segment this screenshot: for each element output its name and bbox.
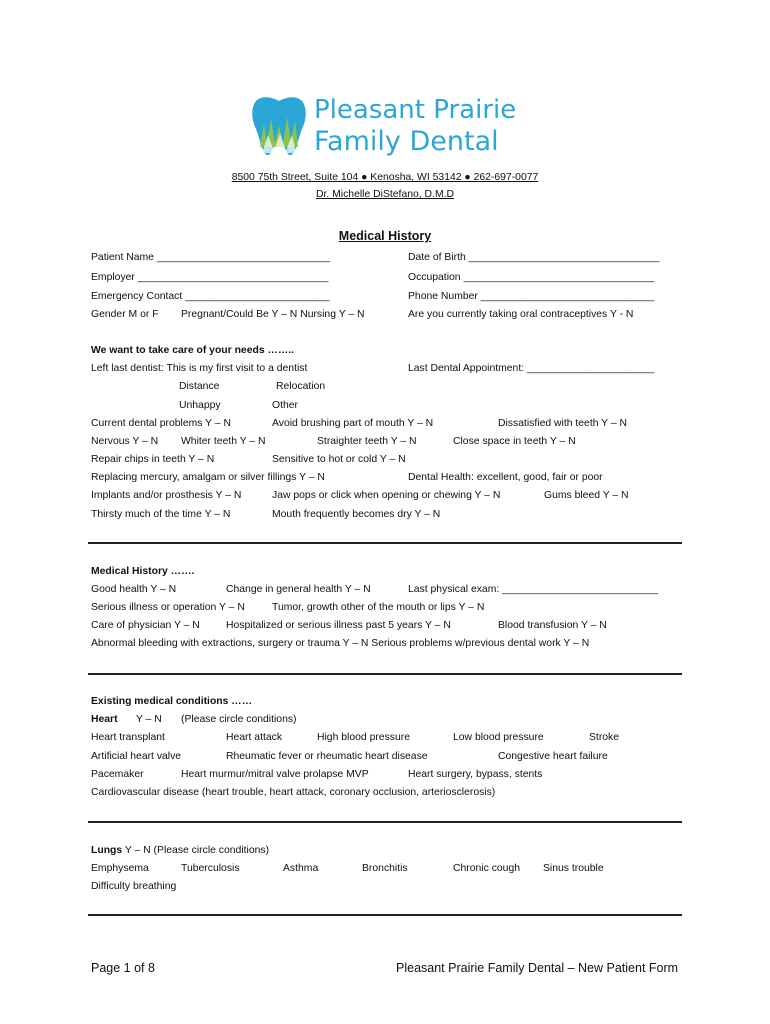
low-blood-pressure[interactable]: Low blood pressure xyxy=(453,732,544,743)
logo-line-1: Pleasant Prairie xyxy=(314,95,517,125)
contraceptives-field[interactable]: Are you currently taking oral contraceptives Y - N xyxy=(408,309,634,320)
tooth-logo-icon xyxy=(250,95,308,157)
emphysema[interactable]: Emphysema xyxy=(91,863,149,874)
murmur[interactable]: Heart murmur/mitral valve prolapse MVP xyxy=(181,769,369,780)
dental-health[interactable]: Dental Health: excellent, good, fair or poor xyxy=(408,472,603,483)
doctor-line: Dr. Michelle DiStefano, D.M.D xyxy=(315,189,454,200)
heart-label: Heart xyxy=(91,714,118,725)
phone-field[interactable]: Phone Number ______________________________ xyxy=(408,291,655,302)
close-space[interactable]: Close space in teeth Y – N xyxy=(453,436,576,447)
hospitalized[interactable]: Hospitalized or serious illness past 5 years Y – N xyxy=(226,620,451,631)
page-number: Page 1 of 8 xyxy=(91,961,155,975)
last-exam-field[interactable]: Last physical exam: ___________________________ xyxy=(408,584,659,595)
lungs-label: Lungs xyxy=(91,845,123,856)
patient-name-field[interactable]: Patient Name ______________________________ xyxy=(91,252,331,263)
heart-surgery[interactable]: Heart surgery, bypass, stents xyxy=(408,769,543,780)
care-physician[interactable]: Care of physician Y – N xyxy=(91,620,200,631)
mouth-dry[interactable]: Mouth frequently becomes dry Y – N xyxy=(272,509,441,520)
repair-chips[interactable]: Repair chips in teeth Y – N xyxy=(91,454,215,465)
lungs-line xyxy=(91,844,269,857)
form-name: Pleasant Prairie Family Dental – New Patient Form xyxy=(396,961,679,975)
last-appointment-field[interactable]: Last Dental Appointment: ______________________ xyxy=(408,363,655,374)
employer-field[interactable]: Employer _________________________________ xyxy=(91,272,329,283)
lungs-yn[interactable]: Y – N (Please circle conditions) xyxy=(122,845,270,856)
option-relocation[interactable]: Relocation xyxy=(276,381,326,392)
artificial-valve[interactable]: Artificial heart valve xyxy=(91,751,182,762)
gums-bleed[interactable]: Gums bleed Y – N xyxy=(544,490,629,501)
address-line: 8500 75th Street, Suite 104 ● Kenosha, WI 53142 ● 262-697-0077 xyxy=(231,172,539,183)
straighter-teeth[interactable]: Straighter teeth Y – N xyxy=(317,436,417,447)
thirsty[interactable]: Thirsty much of the time Y – N xyxy=(91,509,231,520)
sinus-trouble[interactable]: Sinus trouble xyxy=(543,863,604,874)
replacing-fillings[interactable]: Replacing mercury, amalgam or silver fillings Y – N xyxy=(91,472,325,483)
divider xyxy=(88,821,682,823)
whiter-teeth[interactable]: Whiter teeth Y – N xyxy=(181,436,266,447)
current-problems[interactable]: Current dental problems Y – N xyxy=(91,418,231,429)
bronchitis[interactable]: Bronchitis xyxy=(362,863,408,874)
page-title: Medical History xyxy=(338,229,432,243)
serious-illness[interactable]: Serious illness or operation Y – N xyxy=(91,602,245,613)
stroke[interactable]: Stroke xyxy=(589,732,620,743)
implants[interactable]: Implants and/or prosthesis Y – N xyxy=(91,490,242,501)
dob-field[interactable]: Date of Birth _________________________________ xyxy=(408,252,660,263)
rheumatic[interactable]: Rheumatic fever or rheumatic heart disease xyxy=(226,751,428,762)
high-blood-pressure[interactable]: High blood pressure xyxy=(317,732,410,743)
nervous[interactable]: Nervous Y – N xyxy=(91,436,159,447)
chronic-cough[interactable]: Chronic cough xyxy=(453,863,521,874)
abnormal-bleeding[interactable]: Abnormal bleeding with extractions, surgery or trauma Y – N Serious problems w/previous dental work Y – N xyxy=(91,638,590,649)
heart-attack[interactable]: Heart attack xyxy=(226,732,283,743)
heart-circle-note: (Please circle conditions) xyxy=(181,714,297,725)
logo-line-2: Family Dental xyxy=(314,126,499,157)
needs-heading: We want to take care of your needs …….. xyxy=(91,345,295,356)
option-unhappy[interactable]: Unhappy xyxy=(179,400,221,411)
heart-yn[interactable]: Y – N xyxy=(136,714,162,725)
pregnant-nursing-field[interactable]: Pregnant/Could Be Y – N Nursing Y – N xyxy=(181,309,365,320)
gender-field[interactable]: Gender M or F xyxy=(91,309,159,320)
option-distance[interactable]: Distance xyxy=(179,381,220,392)
existing-heading: Existing medical conditions …… xyxy=(91,696,253,707)
divider xyxy=(88,914,682,916)
blood-transfusion[interactable]: Blood transfusion Y – N xyxy=(498,620,607,631)
tuberculosis[interactable]: Tuberculosis xyxy=(181,863,240,874)
jaw-pops[interactable]: Jaw pops or click when opening or chewing Y – N xyxy=(272,490,501,501)
congestive[interactable]: Congestive heart failure xyxy=(498,751,608,762)
asthma[interactable]: Asthma xyxy=(283,863,319,874)
tumor[interactable]: Tumor, growth other of the mouth or lips Y – N xyxy=(272,602,485,613)
cardiovascular[interactable]: Cardiovascular disease (heart trouble, heart attack, coronary occlusion, arteriosclerosis) xyxy=(91,787,496,798)
good-health[interactable]: Good health Y – N xyxy=(91,584,177,595)
option-other[interactable]: Other xyxy=(272,400,298,411)
medical-heading: Medical History ……. xyxy=(91,566,195,577)
change-health[interactable]: Change in general health Y – N xyxy=(226,584,371,595)
left-last-dentist[interactable]: Left last dentist: This is my first visit to a dentist xyxy=(91,363,308,374)
difficulty-breathing[interactable]: Difficulty breathing xyxy=(91,881,177,892)
divider xyxy=(88,673,682,675)
divider xyxy=(88,542,682,544)
occupation-field[interactable]: Occupation _________________________________ xyxy=(408,272,655,283)
emergency-contact-field[interactable]: Emergency Contact _________________________ xyxy=(91,291,330,302)
sensitive[interactable]: Sensitive to hot or cold Y – N xyxy=(272,454,406,465)
pacemaker[interactable]: Pacemaker xyxy=(91,769,144,780)
avoid-brushing[interactable]: Avoid brushing part of mouth Y – N xyxy=(272,418,434,429)
dissatisfied-teeth[interactable]: Dissatisfied with teeth Y – N xyxy=(498,418,627,429)
heart-transplant[interactable]: Heart transplant xyxy=(91,732,165,743)
logo xyxy=(250,95,520,157)
